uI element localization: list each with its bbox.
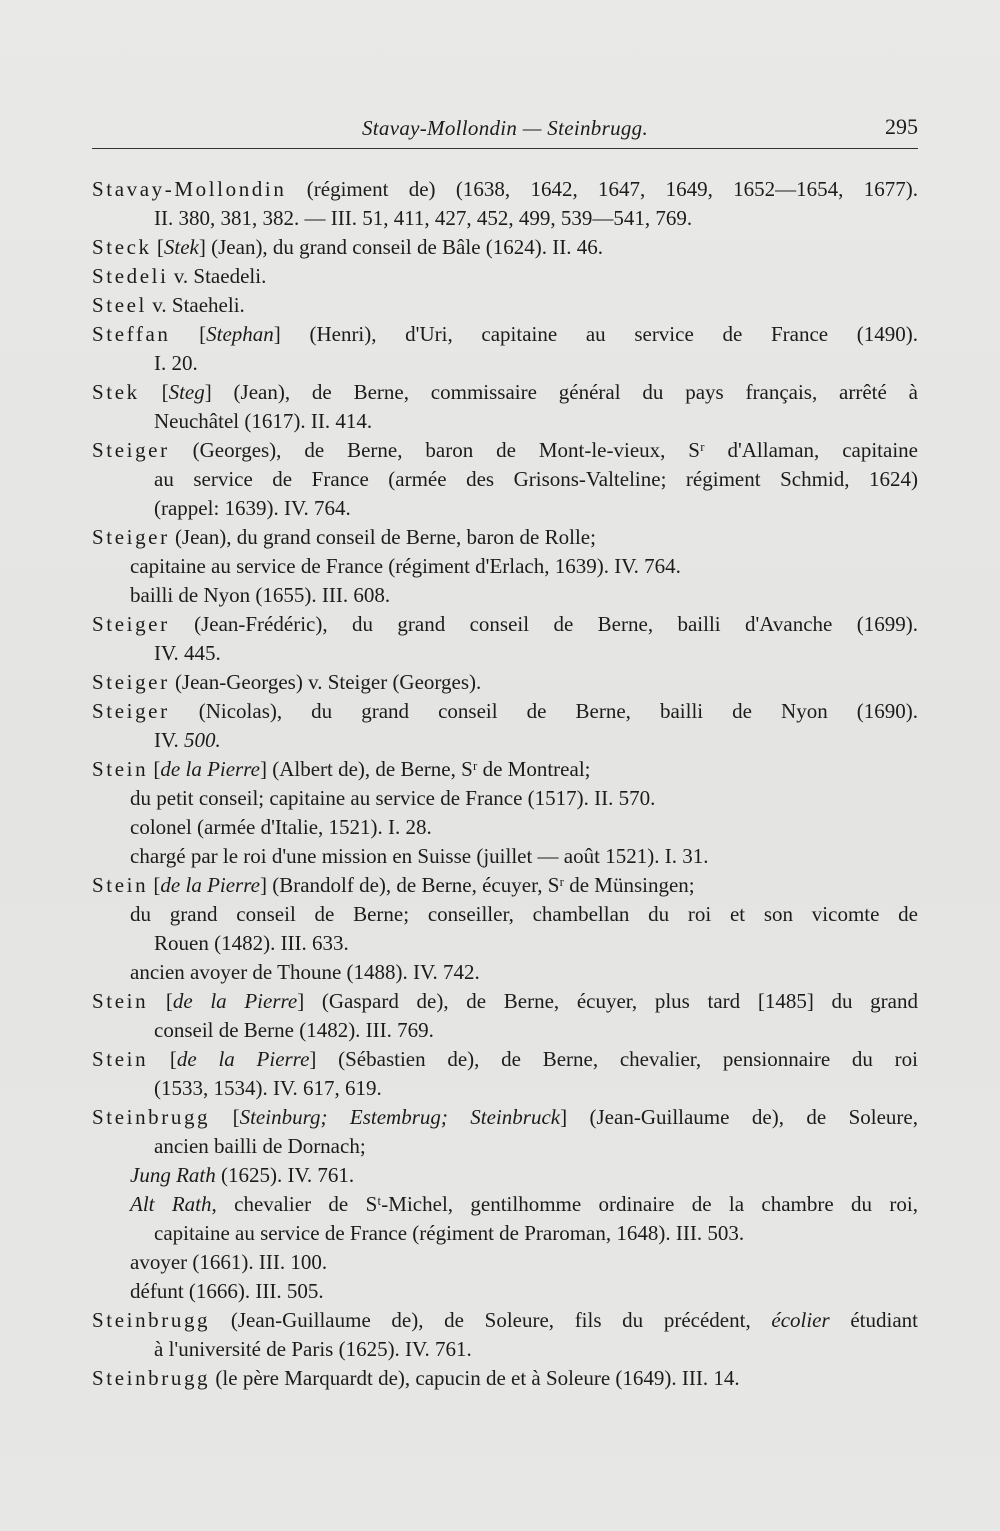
index-entry-line — [92, 320, 918, 349]
index-continuation-line — [92, 1016, 918, 1045]
entry-text: défunt (1666). III. 505. — [130, 1279, 324, 1303]
entry-text: ancien avoyer de Thoune (1488). IV. 742. — [130, 960, 480, 984]
entry-text: (Jean-Guillaume de), de Soleure, fils du précédent, — [210, 1308, 772, 1332]
index-continuation-line — [92, 1074, 918, 1103]
entry-text: (Georges), de Berne, baron de Mont-le-vieux, Sʳ d'Allaman, capitaine — [169, 438, 918, 462]
entry-text: (Jean-Frédéric), du grand conseil de Berne, bailli d'Avanche (1699). — [169, 612, 918, 636]
entry-headword: Steiger — [92, 612, 170, 636]
index-entry-line — [92, 697, 918, 726]
index-entry-line — [92, 610, 918, 639]
entry-text: IV. 445. — [154, 641, 221, 665]
entry-text: , chevalier de Sᵗ-Michel, gentilhomme ordinaire de la chambre du roi, — [211, 1192, 918, 1216]
entry-text: ] (Brandolf de), de Berne, écuyer, Sʳ de Münsingen; — [259, 873, 695, 897]
entry-headword: Stein — [92, 1047, 149, 1071]
entry-text: chargé par le roi d'une mission en Suisse (juillet — août 1521). I. 31. — [130, 844, 709, 868]
entry-text: étudiant — [829, 1308, 918, 1332]
index-continuation-line — [92, 929, 918, 958]
italic-text: de la Pierre — [160, 873, 260, 897]
entry-text: avoyer (1661). III. 100. — [130, 1250, 328, 1274]
entry-text: du grand conseil de Berne; conseiller, chambellan du roi et son vicomte de — [130, 902, 918, 926]
index-entry-line — [92, 523, 918, 552]
entry-text: [ — [170, 322, 207, 346]
index-entry-line — [92, 987, 918, 1016]
index-subentry-line — [92, 552, 918, 581]
entry-text: I. 20. — [154, 351, 198, 375]
entry-text: conseil de Berne (1482). III. 769. — [154, 1018, 434, 1042]
index-subentry-line — [92, 581, 918, 610]
italic-text: de la Pierre — [172, 989, 298, 1013]
index-subentry-line — [92, 842, 918, 871]
entry-text: ] (Jean), du grand conseil de Bâle (1624). II. 46. — [198, 235, 604, 259]
index-continuation-line — [92, 204, 918, 233]
entry-text: (rappel: 1639). IV. 764. — [154, 496, 351, 520]
header-rule — [92, 148, 918, 149]
index-entry-line — [92, 436, 918, 465]
entry-text: (Nicolas), du grand conseil de Berne, bailli de Nyon (1690). — [169, 699, 918, 723]
entry-text: au service de France (armée des Grisons-Valteline; régiment Schmid, 1624) — [154, 467, 918, 491]
italic-text: Alt Rath — [130, 1192, 212, 1216]
italic-text: 500. — [183, 728, 221, 752]
index-subentry-line — [92, 1277, 918, 1306]
index-entry-line — [92, 755, 918, 784]
entry-text: II. 380, 381, 382. — III. 51, 411, 427, 452, 499, 539—541, 769. — [154, 206, 693, 230]
entry-text: (le père Marquardt de), capucin de et à Soleure (1649). III. 14. — [210, 1366, 740, 1390]
index-entry-line — [92, 1364, 918, 1393]
entry-headword: Stein — [92, 989, 149, 1013]
entry-headword: Steck — [92, 235, 152, 259]
index-entry-line — [92, 233, 918, 262]
index-continuation-line — [92, 407, 918, 436]
entry-headword: Steiger — [92, 699, 170, 723]
entry-text: ] (Henri), d'Uri, capitaine au service de France (1490). — [273, 322, 918, 346]
entry-headword: Steinbrugg — [92, 1308, 211, 1332]
running-header — [92, 112, 918, 148]
entry-text: ] (Albert de), de Berne, Sʳ de Montreal; — [259, 757, 591, 781]
page-number: 295 — [885, 114, 918, 139]
entry-text: [ — [148, 873, 161, 897]
index-subentry-line — [92, 1248, 918, 1277]
index-entry-line — [92, 262, 918, 291]
entry-headword: Steiger — [92, 438, 170, 462]
index-subentry-line — [92, 813, 918, 842]
entry-text: [ — [139, 380, 169, 404]
entry-headword: Steffan — [92, 322, 171, 346]
entry-headword: Steinbrugg — [92, 1105, 211, 1129]
entry-text: du petit conseil; capitaine au service de France (1517). II. 570. — [130, 786, 656, 810]
italic-text: de la Pierre — [160, 757, 260, 781]
index-entry-line — [92, 1103, 918, 1132]
entry-text: [ — [148, 989, 173, 1013]
entry-text: (Jean-Georges) v. Steiger (Georges). — [169, 670, 482, 694]
italic-text: Steinburg; Estembrug; Steinbruck — [239, 1105, 561, 1129]
entry-text: Rouen (1482). III. 633. — [154, 931, 349, 955]
index-subentry-line — [92, 958, 918, 987]
index-continuation-line — [92, 465, 918, 494]
index-continuation-line — [92, 1335, 918, 1364]
entry-text: à l'université de Paris (1625). IV. 761. — [154, 1337, 472, 1361]
index-entry-line — [92, 1306, 918, 1335]
index-continuation-line — [92, 726, 918, 755]
entry-headword: Steiger — [92, 525, 170, 549]
index-subentry-line — [92, 900, 918, 929]
entry-text: v. Staeheli. — [147, 293, 245, 317]
entry-text: [ — [148, 757, 161, 781]
entry-text: [ — [151, 235, 164, 259]
entry-headword: Steinbrugg — [92, 1366, 211, 1390]
entry-text: Neuchâtel (1617). II. 414. — [154, 409, 373, 433]
index-entry-line — [92, 1045, 918, 1074]
index-continuation-line — [92, 1132, 918, 1161]
entry-text: (Jean), du grand conseil de Berne, baron de Rolle; — [169, 525, 596, 549]
index-entries — [92, 175, 918, 1393]
index-continuation-line — [92, 349, 918, 378]
index-continuation-line — [92, 639, 918, 668]
entry-text: colonel (armée d'Italie, 1521). I. 28. — [130, 815, 432, 839]
entry-text: (régiment de) (1638, 1642, 1647, 1649, 1652—1654, 1677). — [286, 177, 918, 201]
entry-headword: Stein — [92, 873, 149, 897]
entry-text: capitaine au service de France (régiment d'Erlach, 1639). IV. 764. — [130, 554, 681, 578]
index-continuation-line — [92, 1219, 918, 1248]
entry-text: ] (Jean-Guillaume de), de Soleure, — [560, 1105, 918, 1129]
index-subentry-line — [92, 784, 918, 813]
running-title: Stavay-Mollondin — Steinbrugg. — [361, 116, 649, 140]
entry-text: (1533, 1534). IV. 617, 619. — [154, 1076, 382, 1100]
index-subentry-line — [92, 1161, 918, 1190]
index-continuation-line — [92, 494, 918, 523]
entry-text: v. Staedeli. — [168, 264, 267, 288]
entry-headword: Steiger — [92, 670, 170, 694]
entry-text: capitaine au service de France (régiment de Praroman, 1648). III. 503. — [154, 1221, 745, 1245]
entry-headword: Stedeli — [92, 264, 169, 288]
index-entry-line — [92, 175, 918, 204]
entry-text: ] (Gaspard de), de Berne, écuyer, plus tard [1485] du grand — [297, 989, 918, 1013]
entry-text: ] (Jean), de Berne, commissaire général du pays français, arrêté à — [204, 380, 918, 404]
entry-text: [ — [148, 1047, 177, 1071]
entry-headword: Stein — [92, 757, 149, 781]
italic-text: Jung Rath — [130, 1163, 216, 1187]
index-entry-line — [92, 291, 918, 320]
index-entry-line — [92, 668, 918, 697]
entry-text: [ — [210, 1105, 240, 1129]
entry-text: ancien bailli de Dornach; — [154, 1134, 366, 1158]
entry-headword: Stavay-Mollondin — [92, 177, 287, 201]
index-subentry-line — [92, 1190, 918, 1219]
index-entry-line — [92, 378, 918, 407]
italic-text: de la Pierre — [176, 1047, 310, 1071]
index-entry-line — [92, 871, 918, 900]
entry-text: IV. — [154, 728, 184, 752]
entry-headword: Stek — [92, 380, 140, 404]
entry-text: ] (Sébastien de), de Berne, chevalier, pensionnaire du roi — [309, 1047, 918, 1071]
italic-text: Steg — [168, 380, 205, 404]
entry-text: (1625). IV. 761. — [215, 1163, 355, 1187]
italic-text: écolier — [771, 1308, 830, 1332]
italic-text: Stephan — [206, 322, 274, 346]
italic-text: Stek — [163, 235, 199, 259]
entry-headword: Steel — [92, 293, 147, 317]
entry-text: bailli de Nyon (1655). III. 608. — [130, 583, 391, 607]
